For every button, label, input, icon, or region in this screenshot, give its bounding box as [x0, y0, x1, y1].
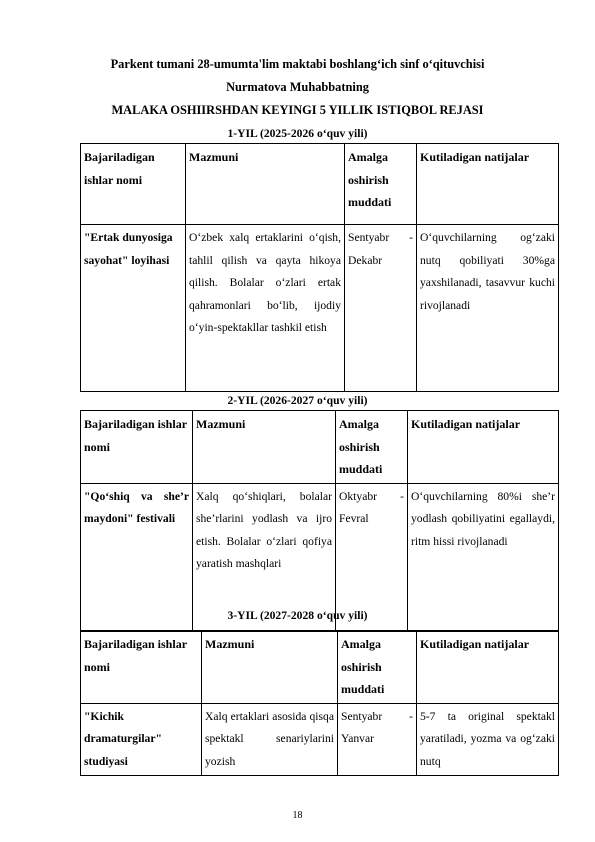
col-content-header: Mazmuni: [186, 144, 345, 225]
year-3-term: Sentyabr - Yanvar: [338, 703, 417, 776]
col-term-header: Amalga oshirish muddati: [338, 631, 417, 704]
col-name-header: Bajariladigan ishlar nomi: [81, 144, 186, 225]
col-term-header: Amalga oshirish muddati: [336, 411, 408, 484]
col-name-header: Bajariladigan ishlar nomi: [81, 631, 202, 704]
col-result-header: Kutiladigan natijalar: [417, 144, 559, 225]
year-3-project-name: "Kichik dramaturgilar" studiyasi: [81, 703, 202, 776]
header-teacher-name: Nurmatova Muhabbatning: [226, 80, 369, 94]
header-school-line: Parkent tumani 28-umumta'lim maktabi boshlang‘ich sinf o‘qituvchisi: [110, 57, 485, 71]
year-2-project-name: "Qo‘shiq va she’r maydoni" festivali: [81, 483, 193, 631]
page-number: 18: [292, 810, 303, 821]
year-1-content: O‘zbek xalq ertaklarini o‘qish, tahlil qilish va qayta hikoya qilish. Bolalar o‘zlari ertak qahramonlari bo‘lib, ijodiy o‘yin-spektakllar tashkil etish: [186, 225, 345, 392]
year-2-title: 2-YIL (2026-2027 o‘quv yili): [227, 394, 368, 407]
year-2-term: Oktyabr - Fevral: [336, 483, 408, 631]
year-1-table: [80, 143, 559, 392]
year-3-table: [80, 630, 559, 776]
document-title: MALAKA OSHIIRSHDAN KEYINGI 5 YILLIK ISTIQBOL REJASI: [111, 103, 484, 117]
year-3-result: 5-7 ta original spektakl yaratiladi, yozma va og‘zaki nutq: [417, 703, 559, 776]
col-term-header: Amalga oshirish muddati: [345, 144, 417, 225]
year-1-project-name: "Ertak dunyosiga sayohat" loyihasi: [81, 225, 186, 392]
col-result-header: Kutiladigan natijalar: [408, 411, 559, 484]
col-content-header: Mazmuni: [202, 631, 338, 704]
year-2-result: O‘quvchilarning 80%i she’r yodlash qobiliyatini egallaydi, ritm hissi rivojlanadi: [408, 483, 559, 631]
col-result-header: Kutiladigan natijalar: [417, 631, 559, 704]
year-3-content: Xalq ertaklari asosida qisqa spektakl senariylarini yozish: [202, 703, 338, 776]
year-3-title: 3-YIL (2027-2028 o‘quv yili): [227, 609, 368, 622]
year-2-content: Xalq qo‘shiqlari, bolalar she’rlarini yodlash va ijro etish. Bolalar o‘zlari qofiya yaratish mashqlari: [193, 483, 336, 631]
year-2-table-body: [80, 410, 559, 632]
year-1-title: 1-YIL (2025-2026 o‘quv yili): [227, 127, 368, 140]
year-1-result: O‘quvchilarning og‘zaki nutq qobiliyati 30%ga yaxshilanadi, tasavvur kuchi rivojlanadi: [417, 225, 559, 392]
col-content-header: Mazmuni: [193, 411, 336, 484]
year-1-term: Sentyabr - Dekabr: [345, 225, 417, 392]
col-name-header: Bajariladigan ishlar nomi: [81, 411, 193, 484]
